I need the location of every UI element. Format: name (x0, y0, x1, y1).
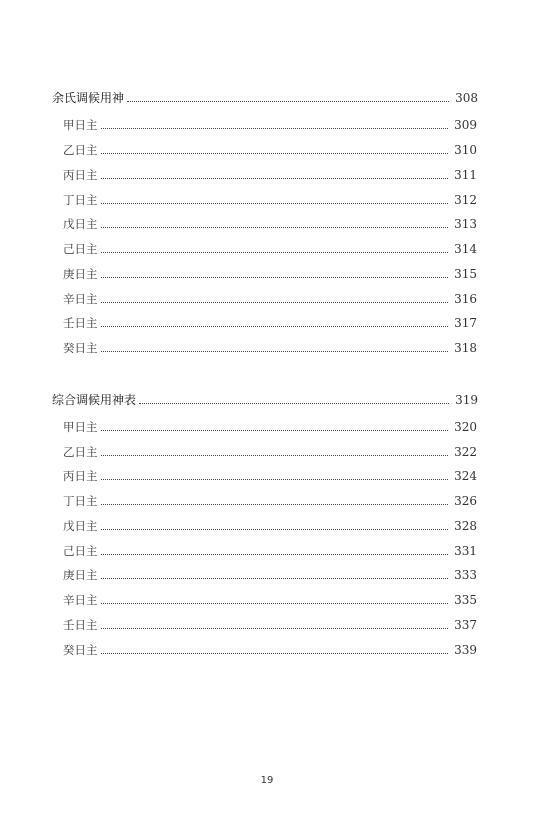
toc-entry-page: 315 (454, 267, 477, 281)
dot-leader (101, 153, 449, 154)
toc-heading-label: 余氏调候用神 (52, 91, 125, 105)
toc-entry[interactable] (63, 638, 477, 658)
dot-leader (101, 628, 449, 629)
toc-entry-page: 333 (454, 568, 477, 582)
toc-entry-label: 丙日主 (63, 469, 98, 483)
toc-entry-page: 326 (454, 494, 477, 508)
toc-entry-page: 331 (454, 544, 477, 558)
toc-entry[interactable] (63, 188, 477, 208)
toc-entry[interactable] (63, 311, 477, 331)
toc-entry[interactable] (63, 113, 477, 133)
dot-leader (127, 101, 449, 102)
toc-entry-page: 316 (454, 292, 477, 306)
toc-entry-label: 戊日主 (63, 217, 98, 231)
toc-entry[interactable] (63, 415, 477, 435)
toc-entry[interactable] (63, 464, 477, 484)
toc-entry[interactable] (63, 262, 477, 282)
toc-entry-page: 309 (454, 118, 477, 132)
toc-entry-page: 310 (454, 143, 477, 157)
toc-heading[interactable] (52, 86, 478, 106)
dot-leader (101, 603, 449, 604)
toc-entry-label: 丁日主 (63, 494, 98, 508)
toc-entry-label: 壬日主 (63, 618, 98, 632)
toc-entry-page: 328 (454, 519, 477, 533)
dot-leader (101, 351, 449, 352)
toc-entry-page: 339 (454, 643, 477, 657)
dot-leader (101, 455, 449, 456)
toc-heading[interactable] (52, 388, 478, 408)
toc-entry-page: 320 (454, 420, 477, 434)
toc-entry-page: 312 (454, 193, 477, 207)
toc-entry-label: 辛日主 (63, 593, 98, 607)
toc-entry-label: 己日主 (63, 242, 98, 256)
dot-leader (101, 227, 449, 228)
toc-entry-label: 庚日主 (63, 267, 98, 281)
dot-leader (101, 128, 449, 129)
toc-entry[interactable] (63, 237, 477, 257)
dot-leader (101, 479, 449, 480)
toc-entry[interactable] (63, 563, 477, 583)
toc-entry[interactable] (63, 514, 477, 534)
dot-leader (101, 277, 449, 278)
toc-entry-label: 辛日主 (63, 292, 98, 306)
dot-leader (101, 178, 449, 179)
toc-heading-page: 308 (455, 91, 478, 105)
dot-leader (101, 578, 449, 579)
toc-heading-label: 综合调候用神表 (52, 393, 137, 407)
toc-entry[interactable] (63, 212, 477, 232)
toc-entry[interactable] (63, 440, 477, 460)
toc-entry-page: 313 (454, 217, 477, 231)
toc-entry-label: 乙日主 (63, 143, 98, 157)
page-number: 19 (260, 775, 274, 786)
toc-entry-page: 337 (454, 618, 477, 632)
toc-entry-label: 戊日主 (63, 519, 98, 533)
toc-entry[interactable] (63, 336, 477, 356)
toc-entry-label: 甲日主 (63, 420, 98, 434)
toc-entry-label: 庚日主 (63, 568, 98, 582)
toc-entry-label: 壬日主 (63, 316, 98, 330)
toc-entry[interactable] (63, 613, 477, 633)
toc-entry-label: 甲日主 (63, 118, 98, 132)
toc-entry-label: 己日主 (63, 544, 98, 558)
dot-leader (101, 326, 449, 327)
dot-leader (101, 653, 449, 654)
toc-entry[interactable] (63, 287, 477, 307)
toc-entry[interactable] (63, 138, 477, 158)
toc-entry-page: 335 (454, 593, 477, 607)
dot-leader (101, 430, 449, 431)
dot-leader (101, 504, 449, 505)
toc-entry-page: 322 (454, 445, 477, 459)
toc-entry[interactable] (63, 163, 477, 183)
toc-heading-page: 319 (455, 393, 478, 407)
toc-entry-label: 丁日主 (63, 193, 98, 207)
toc-entry[interactable] (63, 539, 477, 559)
dot-leader (101, 203, 449, 204)
dot-leader (101, 252, 449, 253)
dot-leader (101, 529, 449, 530)
toc-entry[interactable] (63, 588, 477, 608)
toc-entry-label: 乙日主 (63, 445, 98, 459)
toc-entry-page: 317 (454, 316, 477, 330)
dot-leader (101, 302, 449, 303)
dot-leader (139, 403, 449, 404)
dot-leader (101, 554, 449, 555)
toc-entry-label: 丙日主 (63, 168, 98, 182)
toc-entry-page: 324 (454, 469, 477, 483)
toc-entry-page: 318 (454, 341, 477, 355)
toc-entry-label: 癸日主 (63, 643, 98, 657)
toc-entry-page: 311 (454, 168, 477, 182)
toc-entry-page: 314 (454, 242, 477, 256)
toc-entry-label: 癸日主 (63, 341, 98, 355)
toc-entry[interactable] (63, 489, 477, 509)
